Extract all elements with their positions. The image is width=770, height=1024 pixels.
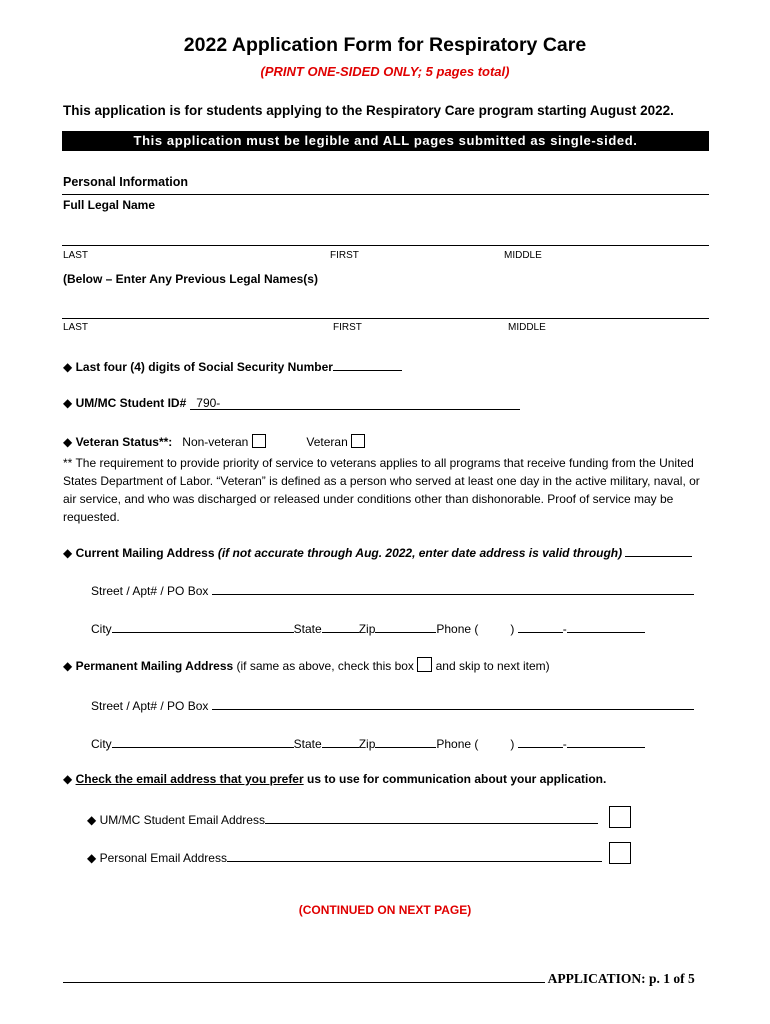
student-id-label: UM/MC Student ID# [75,396,187,410]
street-field[interactable] [212,581,694,595]
signature-line[interactable] [63,970,545,983]
phone-label: Phone ( [436,622,479,636]
diamond-bullet-icon: ◆ [87,813,97,827]
phone-dash: - [562,622,567,636]
permanent-note-end: and skip to next item) [435,659,550,673]
personal-email-row [87,848,602,865]
personal-email-label: Personal Email Address [99,851,227,865]
personal-email-checkbox[interactable] [609,842,631,864]
perm-phone-close: ) [510,737,515,751]
same-address-checkbox[interactable] [417,657,432,672]
page-number: APPLICATION: p. 1 of 5 [547,971,695,986]
permanent-note-start: (if same as above, check this box [236,659,414,673]
permanent-address-row [63,657,550,673]
mailing-address-row [63,543,692,560]
perm-street-label: Street / Apt# / PO Box [91,699,209,713]
perm-state-label: State [293,737,322,751]
full-name-label: Full Legal Name [63,198,156,212]
section-divider [62,194,709,195]
non-veteran-checkbox[interactable] [252,434,266,448]
perm-city-row [91,734,645,751]
mailing-address-note: (if not accurate through Aug. 2022, enter date address is valid through) [217,546,623,560]
diamond-bullet-icon: ◆ [63,360,73,374]
phone-prefix-field[interactable] [518,619,563,633]
perm-city-field[interactable] [112,734,294,748]
last-name-caption: LAST [63,250,89,261]
perm-phone-line-field[interactable] [567,734,645,748]
prev-middle-caption: MIDDLE [508,322,546,333]
perm-phone-dash: - [562,737,567,751]
first-name-caption: FIRST [330,250,359,261]
veteran-row [63,434,365,449]
student-email-checkbox[interactable] [609,806,631,828]
prev-first-caption: FIRST [333,322,362,333]
personal-info-heading: Personal Information [63,175,189,189]
city-field[interactable] [112,619,294,633]
student-email-field[interactable] [265,810,598,824]
permanent-address-label: Permanent Mailing Address [75,659,234,673]
perm-phone-label: Phone ( [436,737,479,751]
legibility-banner: This application must be legible and ALL pages submitted as single-sided. [62,131,709,151]
veteran-label: Veteran Status**: [75,435,173,449]
perm-city-label: City [91,737,112,751]
email-preference-rest: us to use for communication about your application. [303,772,607,786]
diamond-bullet-icon: ◆ [63,435,73,449]
email-preference-label: Check the email address that you prefer [75,772,304,786]
student-id-prefix: 790- [196,396,221,410]
city-row [91,619,645,636]
veteran-note: ** The requirement to provide priority of service to veterans applies to all programs that receive funding from the United States Department of Labor. “Veteran” is defined as a person who served at least one day in the active military, naval, or air service, and who was discharged or released under conditions other than dishonorable. Proof of service may be requested. [63,456,700,524]
student-email-label: UM/MC Student Email Address [99,813,265,827]
veteran-checkbox[interactable] [351,434,365,448]
state-field[interactable] [322,619,359,633]
valid-through-field[interactable] [625,543,692,557]
veteran-option-label: Veteran [306,435,348,449]
mailing-address-label: Current Mailing Address [75,546,215,560]
street-label: Street / Apt# / PO Box [91,584,209,598]
phone-close: ) [510,622,515,636]
zip-field[interactable] [375,619,436,633]
page-footer [63,970,695,987]
diamond-bullet-icon: ◆ [87,851,97,865]
previous-names-field[interactable] [62,318,709,319]
perm-street-row [91,696,694,713]
intro-text: This application is for students applying to the Respiratory Care program starting August 2022. [63,103,674,118]
diamond-bullet-icon: ◆ [63,772,73,786]
continued-notice: (CONTINUED ON NEXT PAGE) [298,903,472,917]
email-preference-row [63,772,606,786]
perm-phone-prefix-field[interactable] [518,734,563,748]
non-veteran-label: Non-veteran [182,435,249,449]
page-title: 2022 Application Form for Respiratory Care [183,34,587,56]
student-email-row [87,810,598,827]
city-label: City [91,622,112,636]
diamond-bullet-icon: ◆ [63,396,73,410]
prev-last-caption: LAST [63,322,89,333]
middle-name-caption: MIDDLE [504,250,542,261]
perm-state-field[interactable] [322,734,359,748]
student-id-row [63,396,520,410]
ssn-label: Last four (4) digits of Social Security Number [75,360,333,374]
diamond-bullet-icon: ◆ [63,659,73,673]
previous-names-label: (Below – Enter Any Previous Legal Names(s) [63,272,318,286]
ssn-row [63,357,402,374]
perm-zip-label: Zip [358,737,376,751]
print-instructions: (PRINT ONE-SIDED ONLY; 5 pages total) [260,64,510,79]
ssn-field[interactable] [333,357,402,371]
state-label: State [293,622,322,636]
perm-zip-field[interactable] [375,734,436,748]
diamond-bullet-icon: ◆ [63,546,73,560]
personal-email-field[interactable] [227,848,602,862]
full-name-field[interactable] [62,245,709,246]
zip-label: Zip [358,622,376,636]
street-row [91,581,694,598]
student-id-field[interactable] [190,396,520,410]
phone-line-field[interactable] [567,619,645,633]
perm-street-field[interactable] [212,696,694,710]
